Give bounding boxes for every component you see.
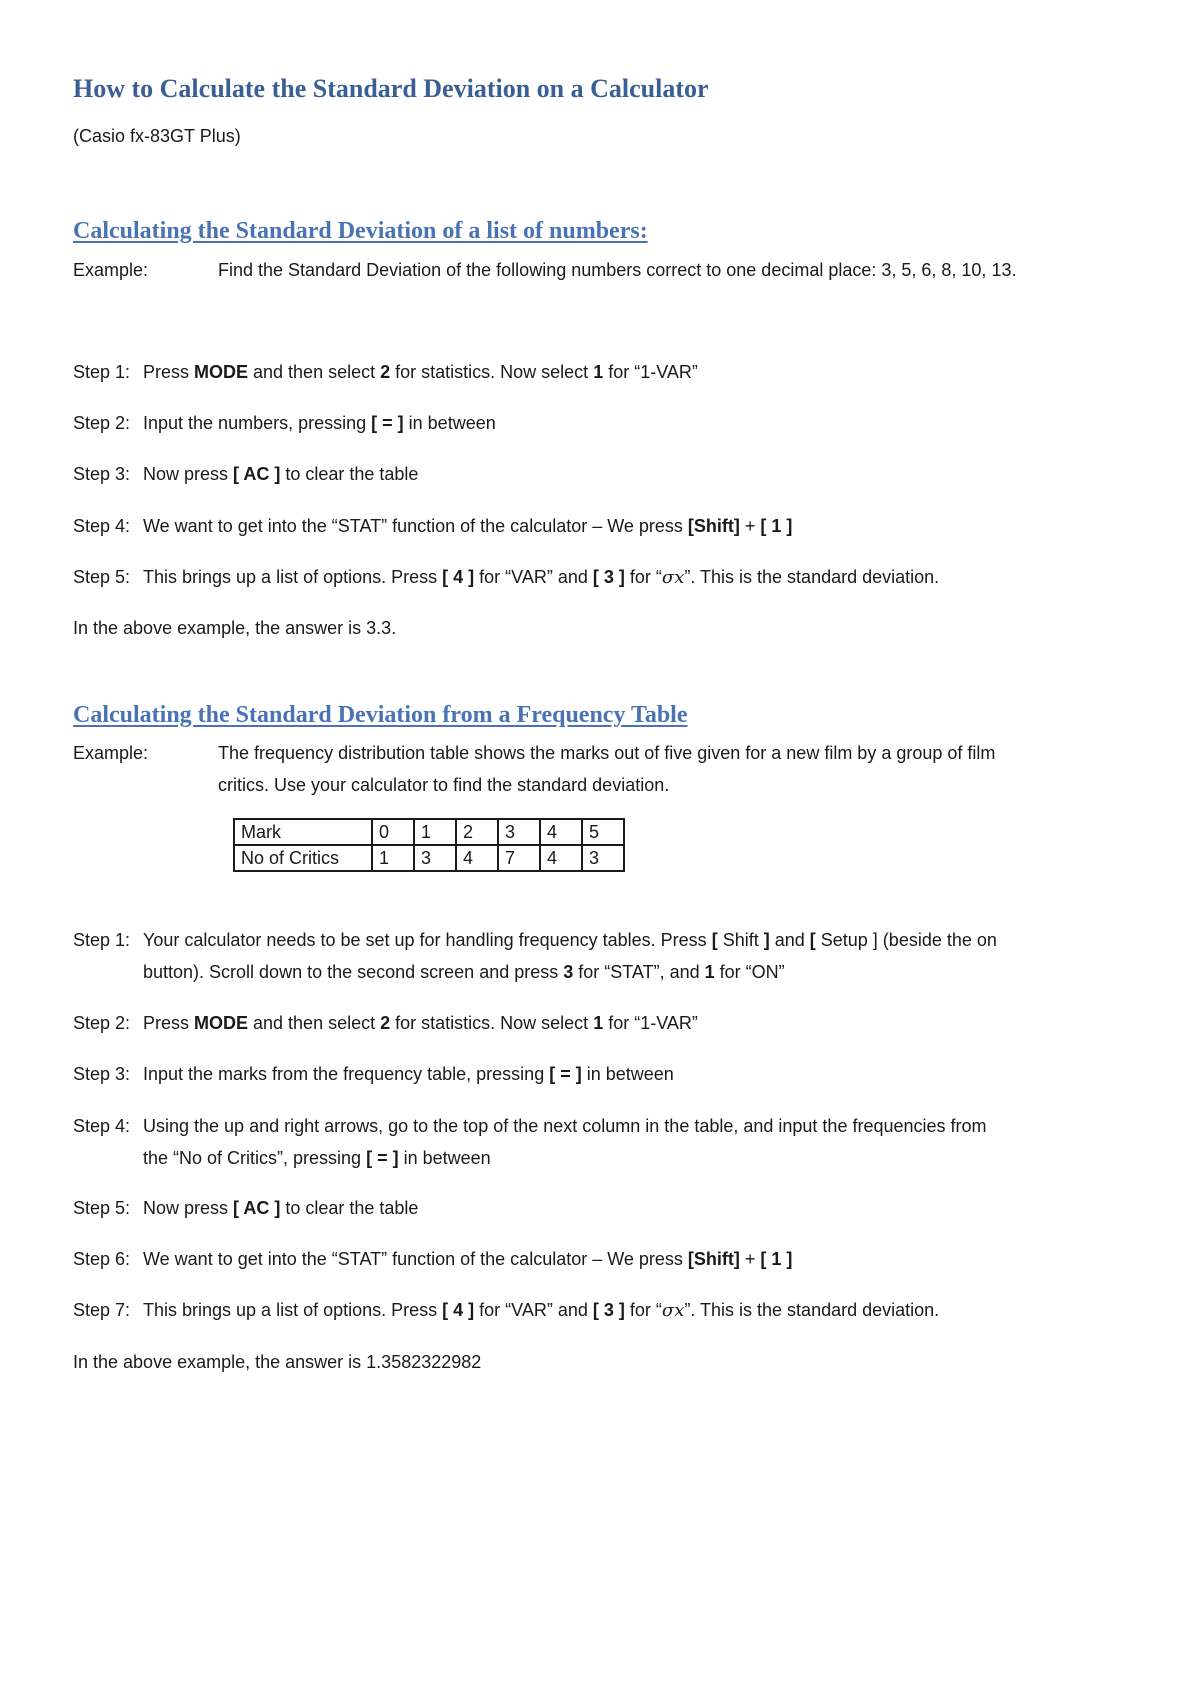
table-cell: 5 <box>582 819 624 845</box>
table-row-header: No of Critics <box>234 845 372 871</box>
page-title: How to Calculate the Standard Deviation on a Calculator <box>73 74 709 103</box>
table-cell: 0 <box>372 819 414 845</box>
frequency-table <box>233 818 625 872</box>
table-cell: 3 <box>414 845 456 871</box>
section2-heading: Calculating the Standard Deviation from a Frequency Table <box>73 702 688 728</box>
step-label: Step 1: <box>73 362 131 382</box>
sigma-x-symbol: σx <box>661 567 685 588</box>
section1-heading: Calculating the Standard Deviation of a list of numbers: <box>73 218 648 244</box>
section2-step-3: Step 3: Input the marks from the frequency table, pressing [ = ] in between <box>73 1058 674 1090</box>
step-label: Step 1: <box>73 930 131 950</box>
section2-step-2: Step 2: Press MODE and then select 2 for statistics. Now select 1 for “1-VAR” <box>73 1007 698 1039</box>
section1-step-1: Step 1: Press MODE and then select 2 for statistics. Now select 1 for “1-VAR” <box>73 356 698 388</box>
section2-example-text <box>218 737 1138 801</box>
step-label: Step 3: <box>73 464 131 484</box>
section2-step-1: Step 1: Your calculator needs to be set up for handling frequency tables. Press [ Shift ] and [ Setup ] (beside the on button). Scroll down to the second screen and press 3 for “STAT”, and 1 for “ON” <box>73 924 997 988</box>
page-subtitle: (Casio fx-83GT Plus) <box>73 126 241 146</box>
table-cell: 4 <box>456 845 498 871</box>
section1-answer: In the above example, the answer is 3.3. <box>73 618 397 638</box>
step-label: Step 4: <box>73 516 131 536</box>
step-label: Step 2: <box>73 1013 131 1033</box>
step-label: Step 5: <box>73 1198 131 1218</box>
table-row <box>234 845 624 871</box>
section1-example-text <box>218 254 1138 286</box>
section1-step-2: Step 2: Input the numbers, pressing [ = ] in between <box>73 407 496 439</box>
table-row <box>234 819 624 845</box>
table-cell: 3 <box>498 819 540 845</box>
section2-example-line-1: The frequency distribution table shows the marks out of five given for a new film by a group of film <box>218 743 996 763</box>
section2-step-5: Step 5: Now press [ AC ] to clear the table <box>73 1192 418 1224</box>
section2-answer: In the above example, the answer is 1.3582322982 <box>73 1352 482 1372</box>
section2-example-line-2: critics. Use your calculator to find the standard deviation. <box>218 775 670 795</box>
section1-step-4: Step 4: We want to get into the “STAT” function of the calculator – We press [Shift] + [ 1 ] <box>73 510 792 542</box>
step-label: Step 7: <box>73 1300 131 1320</box>
table-cell: 1 <box>372 845 414 871</box>
section2-step-6: Step 6: We want to get into the “STAT” function of the calculator – We press [Shift] + [ 1 ] <box>73 1243 792 1275</box>
table-cell: 1 <box>414 819 456 845</box>
section2-step-7: Step 7: This brings up a list of options. Press [ 4 ] for “VAR” and [ 3 ] for “σx”. This is the standard deviation. <box>73 1294 939 1327</box>
step-label: Step 4: <box>73 1116 131 1136</box>
table-cell: 2 <box>456 819 498 845</box>
step-label: Step 3: <box>73 1064 131 1084</box>
section2-step-4: Step 4: Using the up and right arrows, go to the top of the next column in the table, and input the frequencies from the “No of Critics”, pressing [ = ] in between <box>73 1110 987 1174</box>
table-cell: 4 <box>540 819 582 845</box>
sigma-x-symbol: σx <box>661 1300 685 1321</box>
step-label: Step 6: <box>73 1249 131 1269</box>
table-cell: 3 <box>582 845 624 871</box>
section1-step-3: Step 3: Now press [ AC ] to clear the table <box>73 458 418 490</box>
section1-example-sentence: Find the Standard Deviation of the following numbers correct to one decimal place: 3, 5, 6, 8, 10, 13. <box>218 260 1017 280</box>
step-label: Step 2: <box>73 413 131 433</box>
table-cell: 4 <box>540 845 582 871</box>
step-label: Step 5: <box>73 567 131 587</box>
section1-example-label: Example: <box>73 260 149 280</box>
section2-example-label: Example: <box>73 743 149 763</box>
table-row-header: Mark <box>234 819 372 845</box>
section1-step-5: Step 5: This brings up a list of options. Press [ 4 ] for “VAR” and [ 3 ] for “σx”. This is the standard deviation. <box>73 561 939 594</box>
table-cell: 7 <box>498 845 540 871</box>
